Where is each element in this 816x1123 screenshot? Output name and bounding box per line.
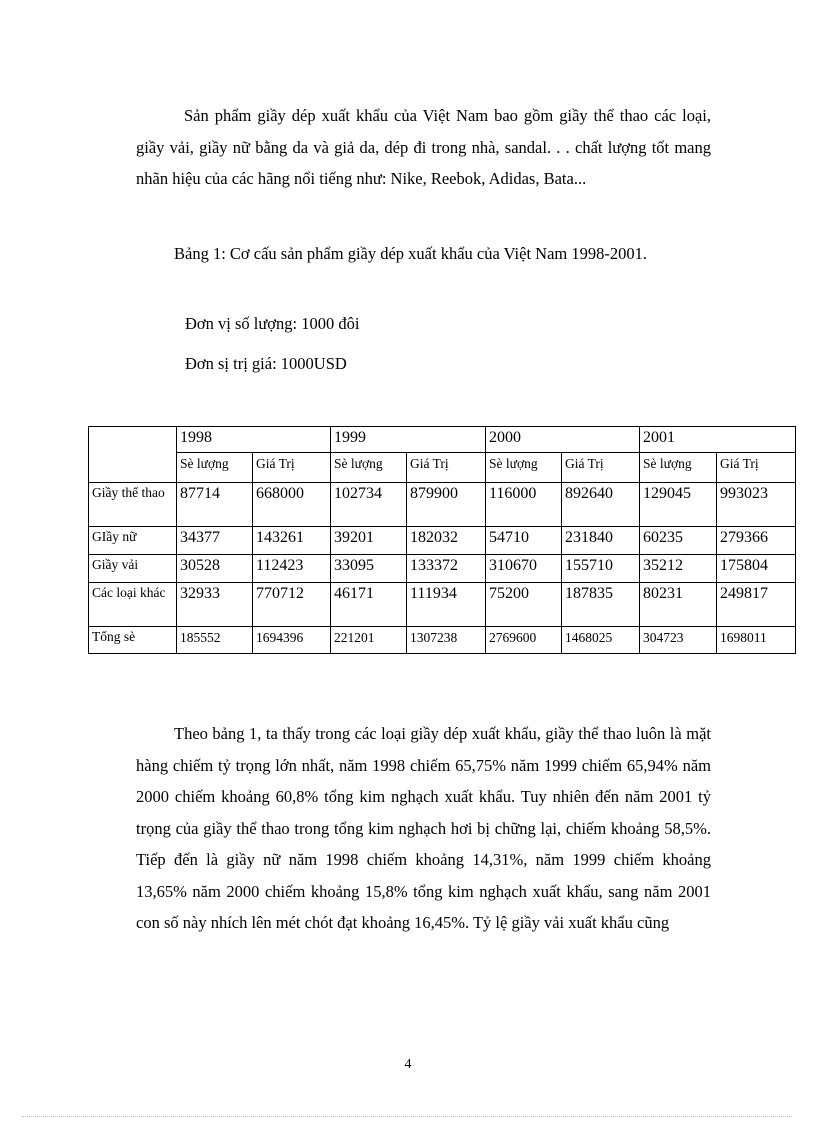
table-cell: 35212 <box>640 555 717 583</box>
table-row-total <box>89 627 796 654</box>
table-cell: 32933 <box>177 583 253 627</box>
table-cell: 1468025 <box>562 627 640 654</box>
table-cell: 221201 <box>331 627 407 654</box>
year-header: 2000 <box>486 427 640 453</box>
page-bottom-divider <box>22 1116 792 1117</box>
table-cell: 249817 <box>717 583 796 627</box>
table-row <box>89 527 796 555</box>
table-caption: Bảng 1: Cơ cấu sản phẩm giầy dép xuất khẩu của Việt Nam 1998-2001. <box>174 244 647 263</box>
table-cell: 30528 <box>177 555 253 583</box>
table-row <box>89 483 796 527</box>
table-cell: 1698011 <box>717 627 796 654</box>
sub-header: Giá Trị <box>253 453 331 483</box>
table-cell: 304723 <box>640 627 717 654</box>
table-cell: 993023 <box>717 483 796 527</box>
year-header: 1998 <box>177 427 331 453</box>
table-cell: 46171 <box>331 583 407 627</box>
table-row-years <box>89 427 796 453</box>
table-corner-cell <box>89 427 177 483</box>
table-cell: 116000 <box>486 483 562 527</box>
row-label: Giầy vải <box>89 555 177 583</box>
analysis-paragraph: Theo bảng 1, ta thấy trong các loại giầy dép xuất khẩu, giầy thể thao luôn là mặt hàng chiếm tỷ trọng lớn nhất, năm 1998 chiếm 65,75% năm 1999 chiếm 65,94% năm 2000 chiếm khoảng 60,8% tổng kim nghạch xuất khẩu. Tuy nhiên đến năm 2001 tỷ trọng của giầy thể thao trong tổng kim nghạch hơi bị chững lại, chiếm khoảng 58,5%. Tiếp đến là giầy nữ năm 1998 chiếm khoảng 14,31%, năm 1999 chiếm khoảng 13,65% năm 2000 chiếm khoảng 15,8% tổng kim nghạch xuất khẩu, sang năm 2001 con số này nhích lên mét chót đạt khoảng 16,45%. Tỷ lệ giầy vải xuất khẩu cũng <box>136 724 711 932</box>
sub-header: Sè lượng <box>331 453 407 483</box>
table-cell: 80231 <box>640 583 717 627</box>
table-cell: 175804 <box>717 555 796 583</box>
sub-header: Giá Trị <box>562 453 640 483</box>
table-cell: 33095 <box>331 555 407 583</box>
table-cell: 87714 <box>177 483 253 527</box>
intro-paragraph: Sản phẩm giầy dép xuất khẩu của Việt Nam bao gồm giầy thể thao các loại, giầy vải, giầy nữ bằng da và giả da, dép đi trong nhà, sandal. . . chất lượng tốt mang nhãn hiệu của các hãng nổi tiếng như: Nike, Reebok, Adidas, Bata... <box>136 106 711 188</box>
table-cell: 143261 <box>253 527 331 555</box>
table-cell: 133372 <box>407 555 486 583</box>
table-cell: 310670 <box>486 555 562 583</box>
table-cell: 1694396 <box>253 627 331 654</box>
table-row <box>89 555 796 583</box>
sub-header: Giá Trị <box>407 453 486 483</box>
unit-quantity: Đơn vị số lượng: 1000 đôi <box>185 314 360 333</box>
table-cell: 187835 <box>562 583 640 627</box>
table-cell: 2769600 <box>486 627 562 654</box>
table-row-subheaders <box>89 453 796 483</box>
table-cell: 34377 <box>177 527 253 555</box>
row-label: Giầy thể thao <box>89 483 177 527</box>
table-cell: 231840 <box>562 527 640 555</box>
unit-value: Đơn sị trị giá: 1000USD <box>185 354 347 373</box>
export-structure-table <box>88 426 796 654</box>
table-cell: 155710 <box>562 555 640 583</box>
table-cell: 39201 <box>331 527 407 555</box>
row-label: GIầy nữ <box>89 527 177 555</box>
sub-header: Giá Trị <box>717 453 796 483</box>
sub-header: Sè lượng <box>640 453 717 483</box>
table-row <box>89 583 796 627</box>
row-label: Các loại khác <box>89 583 177 627</box>
year-header: 2001 <box>640 427 796 453</box>
table-cell: 54710 <box>486 527 562 555</box>
sub-header: Sè lượng <box>486 453 562 483</box>
table-cell: 1307238 <box>407 627 486 654</box>
table-cell: 112423 <box>253 555 331 583</box>
sub-header: Sè lượng <box>177 453 253 483</box>
table-cell: 879900 <box>407 483 486 527</box>
table-cell: 60235 <box>640 527 717 555</box>
table-cell: 185552 <box>177 627 253 654</box>
year-header: 1999 <box>331 427 486 453</box>
table-cell: 668000 <box>253 483 331 527</box>
row-label: Tổng sè <box>89 627 177 654</box>
table-cell: 182032 <box>407 527 486 555</box>
table-cell: 770712 <box>253 583 331 627</box>
page-number: 4 <box>404 1057 412 1072</box>
table-cell: 279366 <box>717 527 796 555</box>
table-cell: 75200 <box>486 583 562 627</box>
table-cell: 111934 <box>407 583 486 627</box>
table-cell: 892640 <box>562 483 640 527</box>
table-cell: 129045 <box>640 483 717 527</box>
table-cell: 102734 <box>331 483 407 527</box>
